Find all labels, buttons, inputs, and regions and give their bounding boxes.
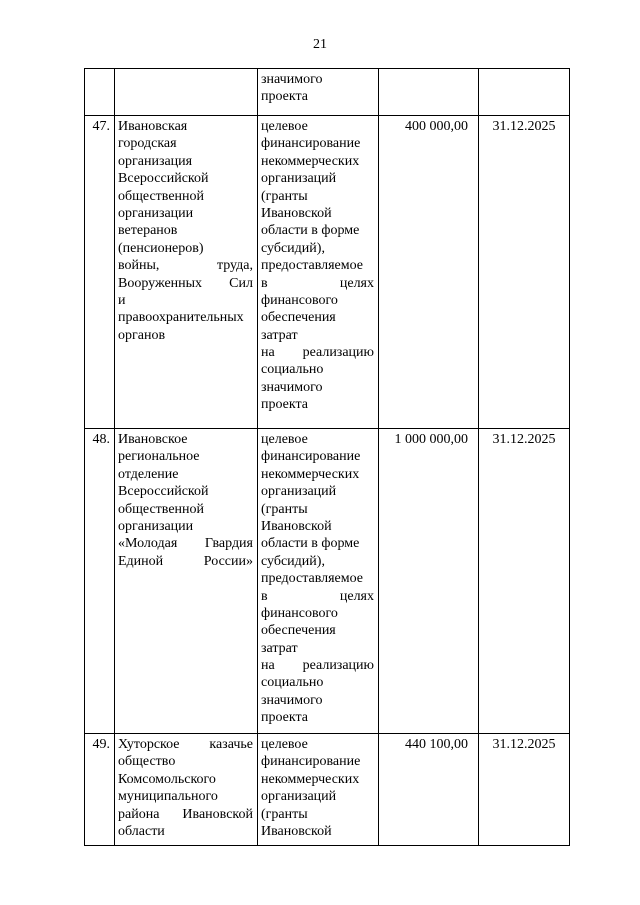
text-line: региональное [118,449,200,465]
text-line: значимого [261,379,323,395]
text-line: значимого [261,692,323,708]
text-word: в [261,275,268,291]
text-line: Ивановской [261,823,332,839]
table-row [85,116,570,429]
amount-cell: 1 000 000,00 [379,429,479,734]
text-line: целевое [261,432,308,447]
text-line [118,806,253,823]
text-line: Комсомольского [118,771,216,787]
amount-cell: 400 000,00 [379,116,479,429]
text-line: проекта [261,710,308,726]
text-word: Гвардия [204,536,253,552]
organization-cell [115,734,258,846]
text-word: Ивановской [182,806,253,822]
purpose-cell [258,69,379,116]
text-line: проекта [261,397,308,413]
grants-table [84,68,570,846]
text-line: общественной [118,501,205,517]
text-line [118,553,253,570]
text-line: целевое [261,737,308,752]
continuation-row [85,69,570,116]
row-number-cell: 48. [85,429,115,734]
text-line: финансирование [261,136,361,152]
text-line [261,344,374,361]
text-line: социально [261,362,324,378]
text-line: городская [118,136,177,152]
text-line: организаций [261,171,337,187]
text-line: субсидий), [261,553,325,569]
text-word: целях [339,275,374,291]
text-line: общество [118,754,176,770]
text-word: Сил [229,275,253,291]
text-line: общественной [118,188,205,204]
text-line: предоставляемое [261,258,364,274]
text-line: (гранты [261,806,308,822]
text-word: казачье [209,737,253,752]
text-line [118,257,253,274]
text-line: проекта [261,89,308,105]
text-word: реализацию [302,345,374,361]
date-cell: 31.12.2025 [479,429,570,734]
text-line: Всероссийской [118,171,209,187]
text-word: на [261,345,275,361]
table-row [85,429,570,734]
text-line: правоохранительных [118,310,244,326]
text-line [261,275,374,292]
text-line: (гранты [261,188,308,204]
text-line: финансового [261,605,338,621]
text-line [118,275,253,292]
text-line: Ивановское [118,432,188,447]
purpose-cell [258,734,379,846]
text-line: обеспечения [261,623,336,639]
text-word: России» [203,553,253,569]
date-cell: 31.12.2025 [479,734,570,846]
text-word: района [118,806,160,822]
text-line: ветеранов [118,223,178,239]
organization-cell [115,116,258,429]
table-row [85,734,570,846]
purpose-cell [258,116,379,429]
organization-cell [115,429,258,734]
text-line: организации [118,518,194,534]
text-line: некоммерческих [261,466,360,482]
text-line: некоммерческих [261,153,360,169]
text-word: на [261,658,275,674]
text-line [261,588,374,605]
text-word: Хуторское [118,737,180,752]
text-line: предоставляемое [261,571,364,587]
row-number-cell: 47. [85,116,115,429]
text-line: (пенсионеров) [118,240,204,256]
text-word: целях [339,588,374,604]
text-line: обеспечения [261,310,336,326]
text-line: области [118,823,165,839]
text-line: Ивановская [118,119,188,134]
date-cell [479,69,570,116]
text-line: целевое [261,119,308,134]
text-line: субсидий), [261,240,325,256]
text-line: муниципального [118,789,218,805]
text-line: затрат [261,640,298,656]
text-line: затрат [261,327,298,343]
text-line: отделение [118,466,179,482]
date-cell: 31.12.2025 [479,116,570,429]
text-word: реализацию [302,658,374,674]
text-line [118,736,253,753]
text-word: «Молодая [118,536,178,552]
text-word: труда, [216,258,253,274]
text-line: и [118,292,126,308]
text-line [261,657,374,674]
text-line: Ивановской [261,518,332,534]
page-number: 21 [313,37,327,52]
amount-cell: 440 100,00 [379,734,479,846]
text-line: финансирование [261,754,361,770]
row-number-cell [85,69,115,116]
purpose-cell [258,429,379,734]
text-line: некоммерческих [261,771,360,787]
text-line: (гранты [261,501,308,517]
text-line: финансирование [261,449,361,465]
text-line: организация [118,153,193,169]
row-number-cell: 49. [85,734,115,846]
text-line: органов [118,327,166,343]
text-line: организаций [261,484,337,500]
text-line: организаций [261,789,337,805]
organization-cell [115,69,258,116]
text-line: области в форме [261,536,360,552]
text-line: области в форме [261,223,360,239]
amount-cell [379,69,479,116]
text-line [118,535,253,552]
text-line: значимого [261,72,323,87]
text-word: войны, [118,258,160,274]
text-line: Ивановской [261,205,332,221]
text-line: финансового [261,292,338,308]
text-line: организации [118,205,194,221]
text-line: Всероссийской [118,484,209,500]
text-word: Вооруженных [118,275,203,291]
text-line: социально [261,675,324,691]
text-word: в [261,588,268,604]
text-word: Единой [118,553,164,569]
